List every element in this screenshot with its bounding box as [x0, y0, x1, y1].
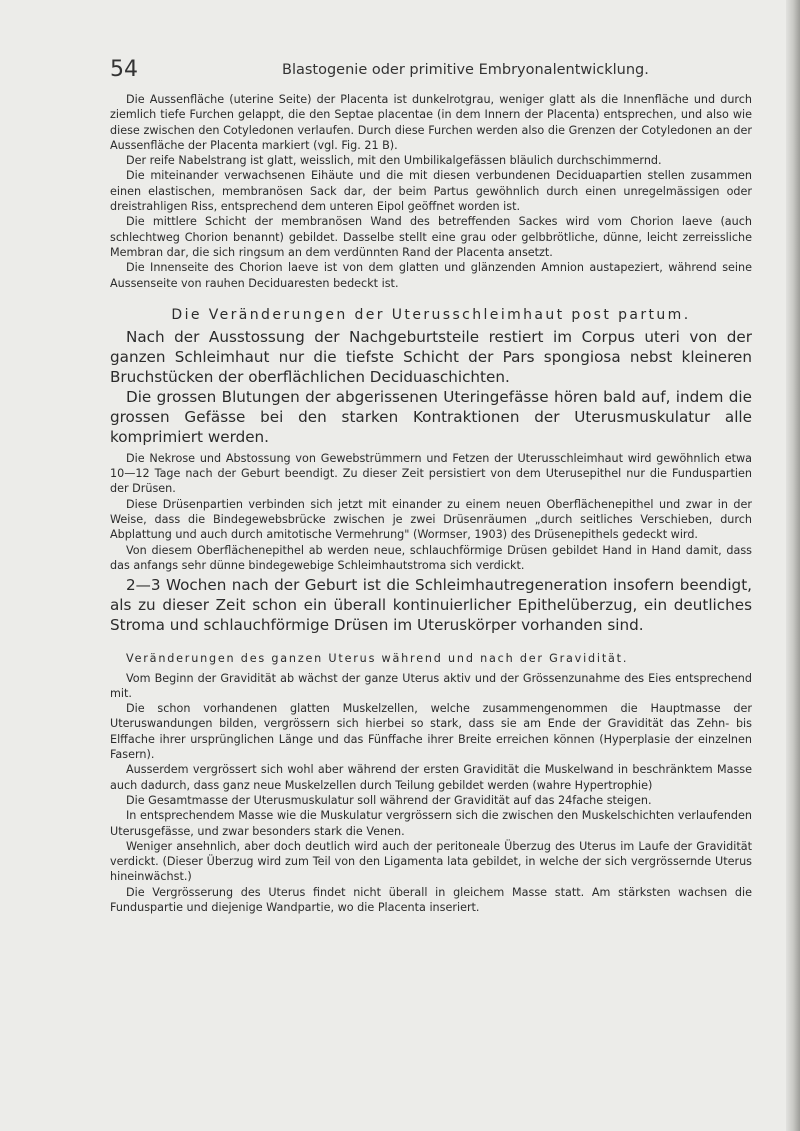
page-header [110, 57, 750, 83]
paragraph: Vom Beginn der Gravidität ab wächst der ganze Uterus aktiv und der Grössenzunahme des Eies entsprechend mit. [110, 671, 752, 700]
paragraph: Von diesem Oberflächenepithel ab werden neue, schlauchförmige Drüsen gebildet Hand in Hand damit, dass das anfangs sehr dünne bindegewebige Schleimhautstroma sich verdickt. [110, 543, 752, 572]
paragraph: Die Aussenfläche (uterine Seite) der Placenta ist dunkelrotgrau, weniger glatt als die Innenfläche und durch ziemlich tiefe Furchen gelappt, die den Septae placentae (in dem Innern der Placenta) entsprechen, und also wie diese zwischen den Cotyledonen verlaufen. Durch diese Furchen werden also die Grenzen der Cotyledonen an der Aussenfläche der Placenta markiert (vgl. Fig. 21 B). [110, 93, 752, 152]
paragraph-large: Nach der Ausstossung der Nachgeburtsteile restiert im Corpus uteri von der ganzen Schleimhaut nur die tiefste Schicht der Pars spongiosa nebst kleineren Bruchstücken der oberflächlichen Deciduaschichten. [110, 327, 752, 386]
page-body [110, 92, 752, 915]
paragraph: Weniger ansehnlich, aber doch deutlich wird auch der peritoneale Überzug des Uterus im Laufe der Gravidität verdickt. (Dieser Überzug wird zum Teil von den Ligamenta lata gebildet, in welche der sich vergrössernde Uterus hineinwächst.) [110, 839, 752, 884]
paragraph: Der reife Nabelstrang ist glatt, weisslich, mit den Umbilikalgefässen bläulich durchschimmernd. [126, 154, 662, 168]
paragraph: Ausserdem vergrössert sich wohl aber während der ersten Gravidität die Muskelwand in beschränktem Masse auch dadurch, dass ganz neue Muskelzellen durch Teilung gebildet werden (wahre Hypertrophie) [110, 763, 752, 792]
paragraph: Die Nekrose und Abstossung von Gewebstrümmern und Fetzen der Uterusschleimhaut wird gewöhnlich etwa 10—12 Tage nach der Geburt beendigt. Zu dieser Zeit persistiert von dem Uterusepithel nur die Funduspartien der Drüsen. [110, 451, 752, 496]
page-number: 54 [110, 57, 138, 82]
paragraph: In entsprechendem Masse wie die Muskulatur vergrössern sich die zwischen den Muskelschichten verlaufenden Uterusgefässe, und zwar besonders stark die Venen. [110, 809, 752, 838]
paragraph-large: Die grossen Blutungen der abgerissenen Uteringefässe hören bald auf, indem die grossen Gefässe bei den starken Kontraktionen der Uterusmuskulatur alle komprimiert werden. [110, 387, 752, 446]
paragraph: Die Vergrösserung des Uterus findet nicht überall in gleichem Masse statt. Am stärksten wachsen die Funduspartie und diejenige Wandpartie, wo die Placenta inseriert. [110, 885, 752, 914]
running-title: Blastogenie oder primitive Embryonalentwicklung. [282, 62, 649, 78]
page-edge-shadow [786, 0, 800, 1131]
paragraph: Diese Drüsenpartien verbinden sich jetzt mit einander zu einem neuen Oberflächenepithel und zwar in der Weise, dass die Bindegewebsbrücke zwischen je zwei Drüsenräumen „durch seitliches Verschieben, durch Abplattung und auch durch amitotische Vermehrung" (Wormser, 1903) des Drüsenepithels gedeckt wird. [110, 497, 752, 542]
section-heading: Die Veränderungen der Uterusschleimhaut post partum. [171, 306, 691, 323]
paragraph: Die Innenseite des Chorion laeve ist von dem glatten und glänzenden Amnion austapeziert, während seine Aussenseite von rauhen Deciduaresten bedeckt ist. [110, 261, 752, 290]
paragraph: Die miteinander verwachsenen Eihäute und die mit diesen verbundenen Deciduapartien stellen zusammen einen elastischen, membranösen Sack dar, der beim Partus gewöhnlich durch einen unregelmässigen oder dreistrahligen Riss, entsprechend dem unteren Eipol geöffnet worden ist. [110, 169, 752, 214]
subsection-heading: Veränderungen des ganzen Uterus während und nach der Gravidität. [126, 652, 629, 666]
paragraph-large: 2—3 Wochen nach der Geburt ist die Schleimhautregeneration insofern beendigt, als zu dieser Zeit schon ein überall kontinuierlicher Epithelüberzug, ein deutliches Stroma und schlauchförmige Drüsen im Uteruskörper vorhanden sind. [110, 576, 752, 635]
paragraph: Die mittlere Schicht der membranösen Wand des betreffenden Sackes wird vom Chorion laeve (auch schlechtweg Chorion benannt) gebildet. Dasselbe stellt eine grau oder gelbbrötliche, dünne, leicht zerreissliche Membran dar, die sich ringsum an dem verdünnten Rand der Placenta ansetzt. [110, 215, 752, 259]
paragraph: Die Gesamtmasse der Uterusmuskulatur soll während der Gravidität auf das 24fache steigen. [126, 793, 652, 807]
paragraph: Die schon vorhandenen glatten Muskelzellen, welche zusammengenommen die Hauptmasse der Uteruswandungen bilden, vergrössern sich hierbei so stark, dass sie am Ende der Gravidität das Zehn- bis Elffache ihrer ursprünglichen Länge und das Fünffache ihrer Breite erreichen können (Hyperplasie der einzelnen Fasern). [110, 702, 752, 762]
